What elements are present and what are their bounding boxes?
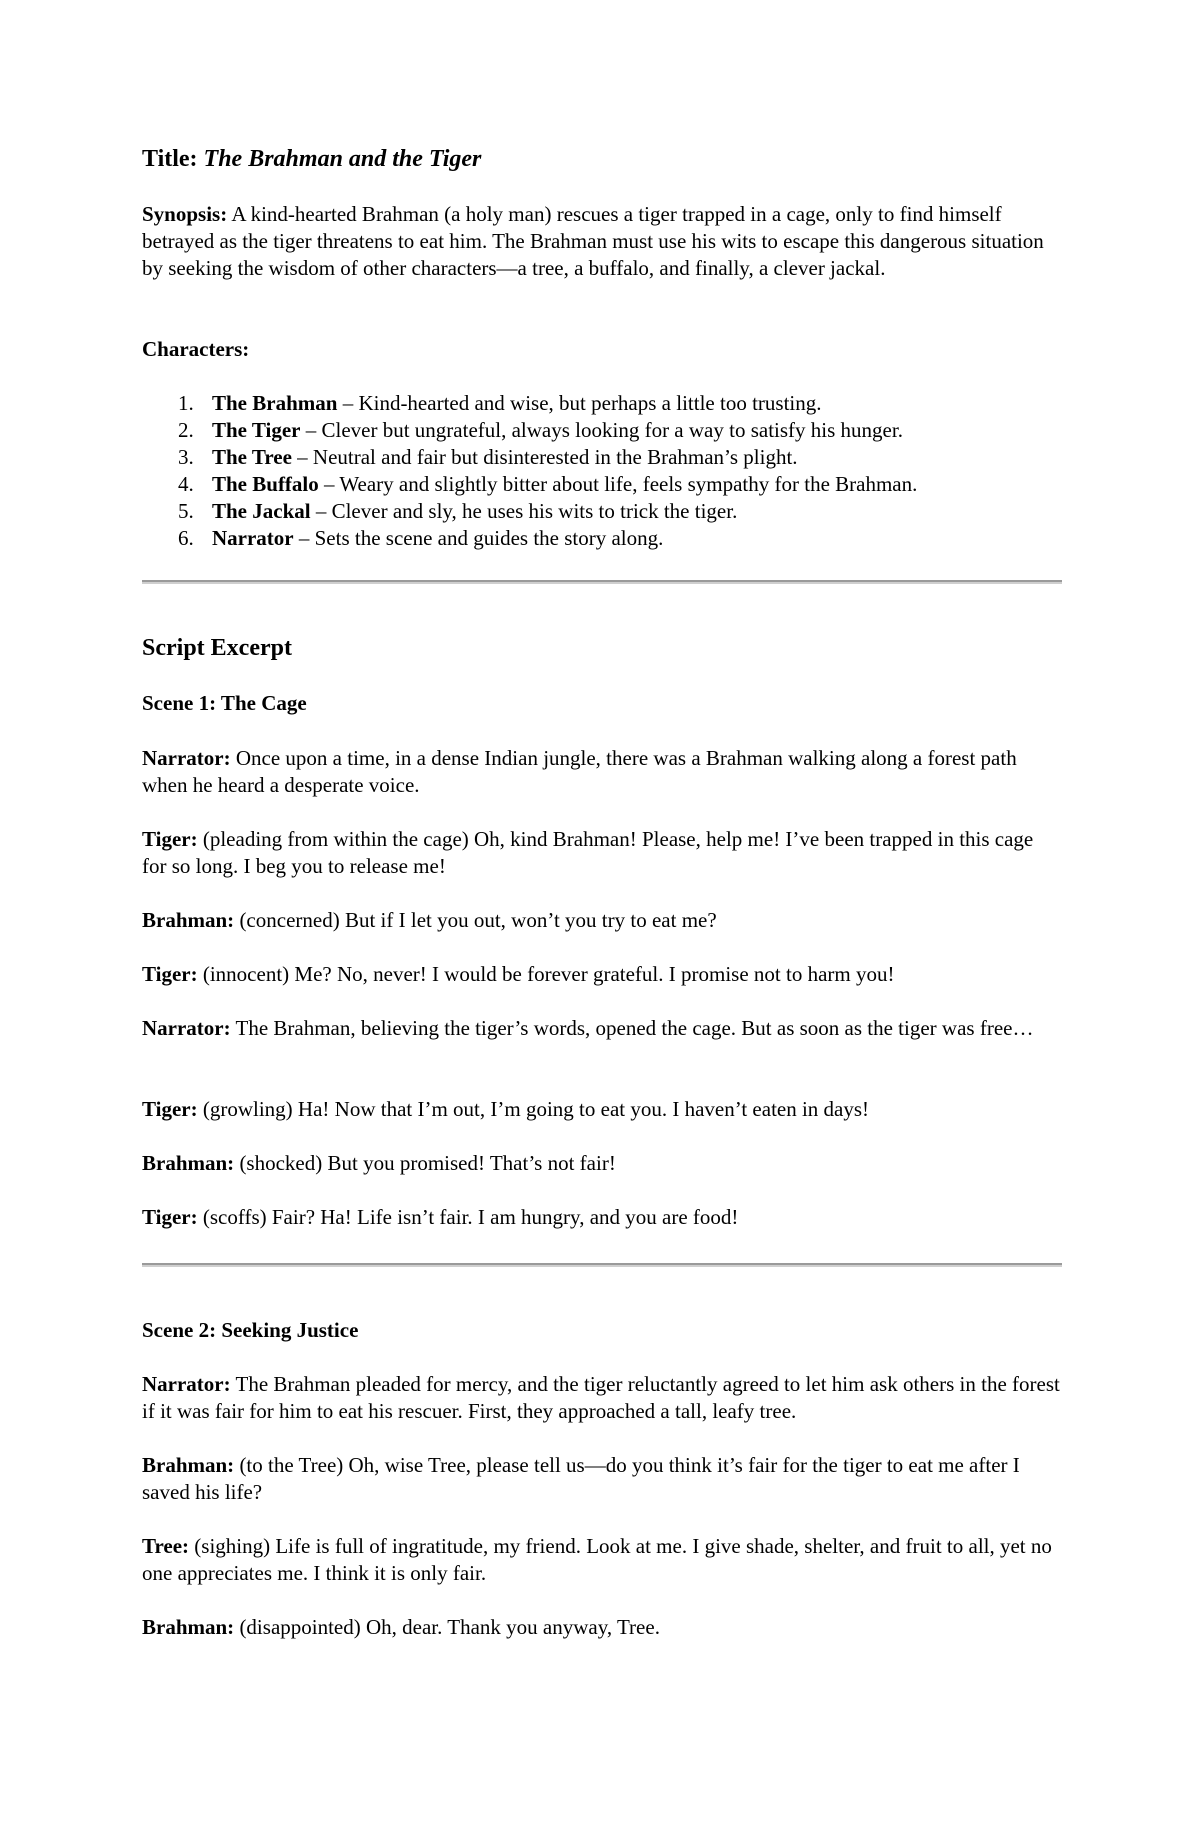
list-item	[142, 498, 1062, 525]
script-line	[142, 826, 1062, 880]
character-desc: – Kind-hearted and wise, but perhaps a little too trusting.	[337, 391, 822, 415]
speaker-label: Narrator:	[142, 1016, 231, 1040]
list-number: 5.	[178, 499, 194, 523]
synopsis-label: Synopsis:	[142, 202, 228, 226]
script-line	[142, 1204, 1062, 1231]
title-text: The Brahman and the Tiger	[203, 146, 482, 172]
list-item	[142, 525, 1062, 552]
speaker-label: Narrator:	[142, 1372, 231, 1396]
line-text: (to the Tree) Oh, wise Tree, please tell us—do you think it’s fair for the tiger to eat me after I saved his life?	[142, 1453, 1020, 1504]
script-line	[142, 907, 1062, 934]
script-line	[142, 1614, 1062, 1641]
character-name: The Tiger	[212, 418, 301, 442]
line-text: The Brahman, believing the tiger’s words, opened the cage. But as soon as the tiger was free…	[230, 1016, 1034, 1040]
character-name: The Brahman	[212, 391, 338, 415]
script-line	[142, 1015, 1062, 1042]
list-number: 1.	[178, 391, 194, 415]
speaker-label: Brahman:	[142, 1453, 235, 1477]
list-number: 4.	[178, 472, 194, 496]
line-text: (scoffs) Fair? Ha! Life isn’t fair. I am hungry, and you are food!	[197, 1205, 739, 1229]
characters-list	[142, 390, 1062, 552]
scene-2-heading: Scene 2: Seeking Justice	[142, 1318, 359, 1342]
list-item	[142, 471, 1062, 498]
synopsis-text: A kind-hearted Brahman (a holy man) rescues a tiger trapped in a cage, only to find himself betrayed as the tiger threatens to eat him. The Brahman must use his wits to escape this dangerous situation by seeking the wisdom of other characters—a tree, a buffalo, and finally, a clever jackal.	[142, 202, 1044, 280]
character-name: The Buffalo	[212, 472, 319, 496]
line-text: (disappointed) Oh, dear. Thank you anyway, Tree.	[234, 1615, 660, 1639]
speaker-label: Brahman:	[142, 1151, 235, 1175]
script-line	[142, 1096, 1062, 1123]
title-label: Title:	[142, 146, 198, 172]
speaker-label: Tiger:	[142, 1097, 198, 1121]
line-text: (concerned) But if I let you out, won’t you try to eat me?	[234, 908, 717, 932]
character-desc: – Clever and sly, he uses his wits to trick the tiger.	[310, 499, 738, 523]
list-number: 6.	[178, 526, 194, 550]
character-desc: – Weary and slightly bitter about life, feels sympathy for the Brahman.	[318, 472, 918, 496]
script-heading: Script Excerpt	[142, 635, 292, 661]
horizontal-rule	[142, 580, 1062, 584]
speaker-label: Tiger:	[142, 962, 198, 986]
characters-heading: Characters:	[142, 337, 250, 361]
character-desc: – Sets the scene and guides the story along.	[293, 526, 664, 550]
script-line	[142, 1150, 1062, 1177]
character-name: Narrator	[212, 526, 294, 550]
list-item	[142, 417, 1062, 444]
line-text: Once upon a time, in a dense Indian jungle, there was a Brahman walking along a forest path when he heard a desperate voice.	[142, 746, 1017, 797]
line-text: (sighing) Life is full of ingratitude, my friend. Look at me. I give shade, shelter, and fruit to all, yet no one appreciates me. I think it is only fair.	[142, 1534, 1052, 1585]
list-item	[142, 444, 1062, 471]
line-text: (growling) Ha! Now that I’m out, I’m going to eat you. I haven’t eaten in days!	[197, 1097, 870, 1121]
list-number: 3.	[178, 445, 194, 469]
speaker-label: Brahman:	[142, 1615, 235, 1639]
synopsis-paragraph	[142, 201, 1062, 282]
line-text: (shocked) But you promised! That’s not fair!	[234, 1151, 616, 1175]
character-desc: – Neutral and fair but disinterested in the Brahman’s plight.	[291, 445, 798, 469]
script-line	[142, 1452, 1062, 1506]
line-text: (innocent) Me? No, never! I would be forever grateful. I promise not to harm you!	[197, 962, 895, 986]
script-line	[142, 961, 1062, 988]
line-text: (pleading from within the cage) Oh, kind Brahman! Please, help me! I’ve been trapped in this cage for so long. I beg you to release me!	[142, 827, 1034, 878]
character-desc: – Clever but ungrateful, always looking for a way to satisfy his hunger.	[300, 418, 903, 442]
horizontal-rule	[142, 1263, 1062, 1267]
script-line	[142, 745, 1062, 799]
line-text: The Brahman pleaded for mercy, and the tiger reluctantly agreed to let him ask others in the forest if it was fair for him to eat his rescuer. First, they approached a tall, leafy tree.	[142, 1372, 1060, 1423]
character-name: The Jackal	[212, 499, 311, 523]
speaker-label: Tree:	[142, 1534, 190, 1558]
document-title	[142, 144, 481, 174]
list-number: 2.	[178, 418, 194, 442]
script-line	[142, 1533, 1062, 1587]
speaker-label: Brahman:	[142, 908, 235, 932]
speaker-label: Tiger:	[142, 1205, 198, 1229]
list-item	[142, 390, 1062, 417]
script-line	[142, 1371, 1062, 1425]
character-name: The Tree	[212, 445, 292, 469]
speaker-label: Tiger:	[142, 827, 198, 851]
speaker-label: Narrator:	[142, 746, 231, 770]
scene-1-heading: Scene 1: The Cage	[142, 691, 307, 715]
